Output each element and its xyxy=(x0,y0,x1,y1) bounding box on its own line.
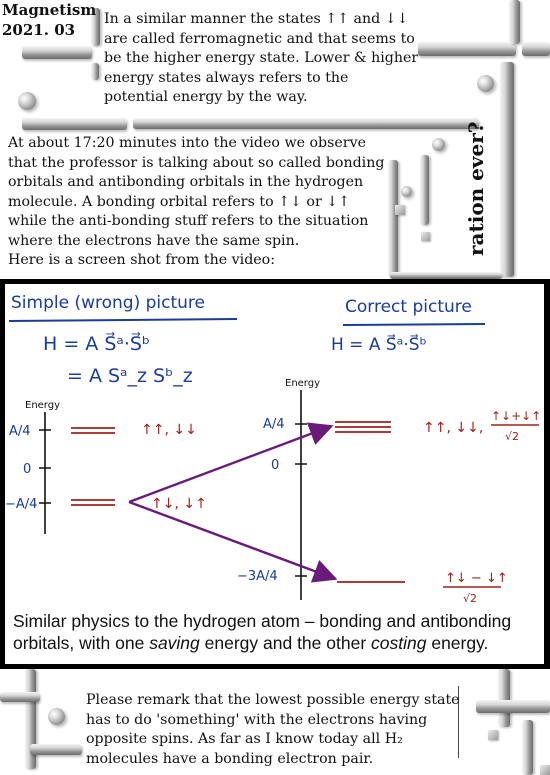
caption-text: energy. xyxy=(426,633,489,653)
underline xyxy=(343,324,485,325)
title-line: 2021. 03 xyxy=(2,21,76,39)
video-screenshot-frame xyxy=(0,279,550,669)
level-fraction-numerator: ↑↓ − ↓↑ xyxy=(445,571,508,586)
tick-label: 0 xyxy=(271,458,280,473)
text-line: In a similar manner the states ↑↑ and ↓↓ xyxy=(104,11,409,27)
decor-ball xyxy=(401,186,412,197)
decor-bar xyxy=(0,692,40,702)
video-caption xyxy=(13,610,538,654)
caption-line: Similar physics to the hydrogen atom – bonding and antibonding xyxy=(13,611,512,631)
decor-block xyxy=(540,765,550,775)
heading-simple-picture: Simple (wrong) picture xyxy=(11,293,205,313)
level-label: ↑↑, ↓↓, xyxy=(423,420,484,436)
level-fraction-numerator: ↑↓+↓↑ xyxy=(491,409,542,423)
decor-bar xyxy=(522,42,550,56)
side-vertical-text: ration ever? xyxy=(464,121,488,256)
text-line: At about 17:20 minutes into the video we observe xyxy=(8,135,366,151)
text-line: molecules have a bonding electron pair. xyxy=(86,750,374,767)
hamiltonian-left: H = A S⃗ᵃ·S⃗ᵇ xyxy=(43,333,151,355)
underline xyxy=(9,319,237,321)
decor-ball xyxy=(432,138,445,151)
caption-text: energy and the other xyxy=(199,633,372,653)
document-title xyxy=(2,0,96,40)
level-fraction-denominator: √2 xyxy=(463,592,478,605)
text-line: while the anti-bonding stuff refers to the situation xyxy=(8,213,369,229)
text-line: orbitals and antibonding orbitals in the hydrogen xyxy=(8,174,364,190)
decor-ball xyxy=(477,75,494,92)
paragraph-bonding-orbitals xyxy=(8,134,384,271)
level-fraction-denominator: √2 xyxy=(505,430,520,443)
paragraph-opposite-spins xyxy=(86,691,460,769)
energy-axis-label: Energy xyxy=(285,378,321,389)
tick-label: A/4 xyxy=(263,417,285,432)
decor-ball xyxy=(48,708,65,725)
decor-bar xyxy=(522,720,533,775)
tick-label: 0 xyxy=(23,462,32,477)
text-line: energy states always refers to the xyxy=(104,69,349,86)
tick-label: −A/4 xyxy=(5,497,38,512)
hamiltonian-left-z: = A Sᵃ_z Sᵇ_z xyxy=(67,365,193,387)
text-line: opposite spins. As far as I know today all H₂ xyxy=(86,731,403,747)
text-line: potential energy by the way. xyxy=(104,89,308,105)
title-line: Magnetism xyxy=(2,1,97,19)
caption-emphasis: costing xyxy=(371,633,427,653)
level-label: ↑↑, ↓↓ xyxy=(141,422,197,438)
energy-axis-label: Energy xyxy=(25,400,61,411)
text-line: be the higher energy state. Lower & higher xyxy=(104,50,419,66)
decor-bar xyxy=(418,42,516,56)
decor-bar xyxy=(133,118,479,129)
video-screenshot xyxy=(5,284,544,664)
paragraph-ferromagnetic xyxy=(104,10,418,108)
text-line: Please remark that the lowest possible energy state xyxy=(86,692,460,708)
whiteboard-drawing xyxy=(5,284,544,664)
decor-ball xyxy=(18,92,36,110)
decor-bar xyxy=(476,700,550,713)
decor-bar xyxy=(91,63,99,80)
decor-bar xyxy=(22,118,127,130)
decor-bar xyxy=(388,160,398,277)
text-line: has to do 'something' with the electrons having xyxy=(86,711,428,728)
caption-emphasis: saving xyxy=(149,633,200,653)
tick-label: A/4 xyxy=(9,424,31,439)
splitting-arrow-down xyxy=(129,502,333,578)
caption-text: orbitals, with one xyxy=(13,633,150,653)
heading-correct-picture: Correct picture xyxy=(345,297,472,317)
caption-line xyxy=(13,632,538,654)
decor-bar xyxy=(22,46,92,59)
decor-bar xyxy=(420,155,429,225)
decor-block xyxy=(395,205,405,215)
text-line: are called ferromagnetic and that seems to xyxy=(104,30,415,47)
decor-block xyxy=(488,730,498,740)
text-line: where the electrons have the same spin. xyxy=(8,232,300,249)
decor-block xyxy=(421,232,430,241)
text-line: Here is a screen shot from the video: xyxy=(8,252,276,268)
text-line: that the professor is talking about so called bonding xyxy=(8,154,385,171)
decor-bar xyxy=(30,744,82,755)
decor-bar xyxy=(509,0,520,44)
text-line: molecule. A bonding orbital refers to ↑↓ or ↓↑ xyxy=(8,193,351,210)
hamiltonian-right: H = A S⃗ᵃ·S⃗ᵇ xyxy=(331,335,427,355)
level-label: ↑↓, ↓↑ xyxy=(151,496,207,512)
tick-label: −3A/4 xyxy=(237,569,278,584)
decor-bar xyxy=(498,669,510,727)
decor-bar xyxy=(390,272,502,279)
